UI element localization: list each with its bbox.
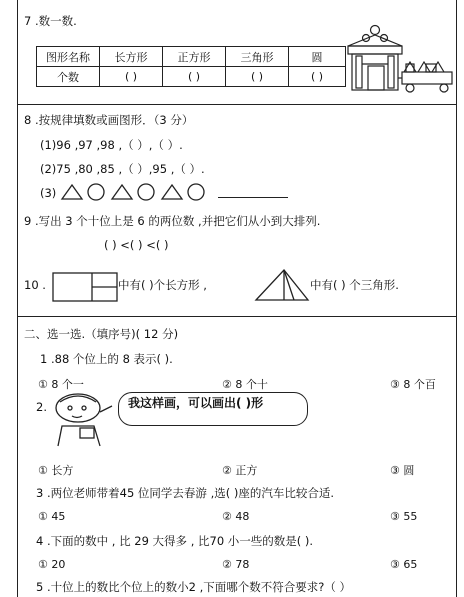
c4-question: 4 .下面的数中 , 比 29 大得多 , 比70 小一些的数是( ). xyxy=(36,534,314,548)
table-header-cell: 图形名称 xyxy=(37,47,100,67)
rectangle-figure xyxy=(52,272,118,302)
option[interactable]: ② 8 个十 xyxy=(222,378,268,391)
count-table xyxy=(36,46,346,87)
c2-number: 2. xyxy=(36,400,47,414)
table-row xyxy=(37,67,346,87)
option[interactable]: ③ 65 xyxy=(390,558,418,571)
table-row xyxy=(37,47,346,67)
table-header-cell: 三角形 xyxy=(226,47,289,67)
table-header-cell: 长方形 xyxy=(100,47,163,67)
answer-cell[interactable]: ( ) xyxy=(163,67,226,87)
pattern-answer-line[interactable] xyxy=(218,197,288,198)
q8-line2: (2)75 ,80 ,85 ,（ ）,95 ,（ ）. xyxy=(40,162,205,176)
option[interactable]: ① 20 xyxy=(38,558,66,571)
option[interactable]: ① 45 xyxy=(38,510,66,523)
option[interactable]: ② 48 xyxy=(222,510,250,523)
q10-text1: 中有( )个长方形 , xyxy=(118,278,207,292)
q8-title: 8 .按规律填数或画图形．（3 分） xyxy=(24,113,194,127)
option[interactable]: ③ 圆 xyxy=(390,464,415,477)
q9-title: 9 .写出 3 个十位上是 6 的两位数 ,并把它们从小到大排列. xyxy=(24,214,321,228)
shapes-house-cart-illustration xyxy=(342,24,454,98)
triangle-circle-pattern xyxy=(60,182,230,202)
option[interactable]: ② 78 xyxy=(222,558,250,571)
speech-text: 我这样画，可以画出( )形 xyxy=(128,396,264,410)
divider xyxy=(17,104,457,105)
q10-number: 10 . xyxy=(24,278,46,292)
c1-question: 1 .88 个位上的 8 表示( ). xyxy=(40,352,173,366)
table-row-label: 个数 xyxy=(37,67,100,87)
table-header-cell: 正方形 xyxy=(163,47,226,67)
answer-cell[interactable]: ( ) xyxy=(289,67,346,87)
option[interactable]: ③ 8 个百 xyxy=(390,378,436,391)
q8-line1: (1)96 ,97 ,98 ,（ ）,（ ）. xyxy=(40,138,183,152)
section-title: 二、选一选.（填序号)( 12 分) xyxy=(24,327,179,341)
option[interactable]: ① 长方 xyxy=(38,464,74,477)
divider xyxy=(17,316,457,317)
c5-question: 5 .十位上的数比个位上的数小2 ,下面哪个数不符合要求?（ ） xyxy=(36,580,352,594)
option[interactable]: ② 正方 xyxy=(222,464,258,477)
triangle-figure xyxy=(254,268,310,302)
q8-line3-prefix: (3) xyxy=(40,186,57,200)
answer-cell[interactable]: ( ) xyxy=(226,67,289,87)
table-header-cell: 圆 xyxy=(289,47,346,67)
q7-title: 7 .数一数. xyxy=(24,14,77,28)
answer-cell[interactable]: ( ) xyxy=(100,67,163,87)
q9-answer-line[interactable]: ( ) <( ) <( ) xyxy=(104,238,169,252)
c3-question: 3 .两位老师带着45 位同学去春游 ,选( )座的汽车比较合适. xyxy=(36,486,335,500)
q10-text2: 中有( ) 个三角形. xyxy=(310,278,399,292)
option[interactable]: ③ 55 xyxy=(390,510,418,523)
option[interactable]: ① 8 个一 xyxy=(38,378,84,391)
